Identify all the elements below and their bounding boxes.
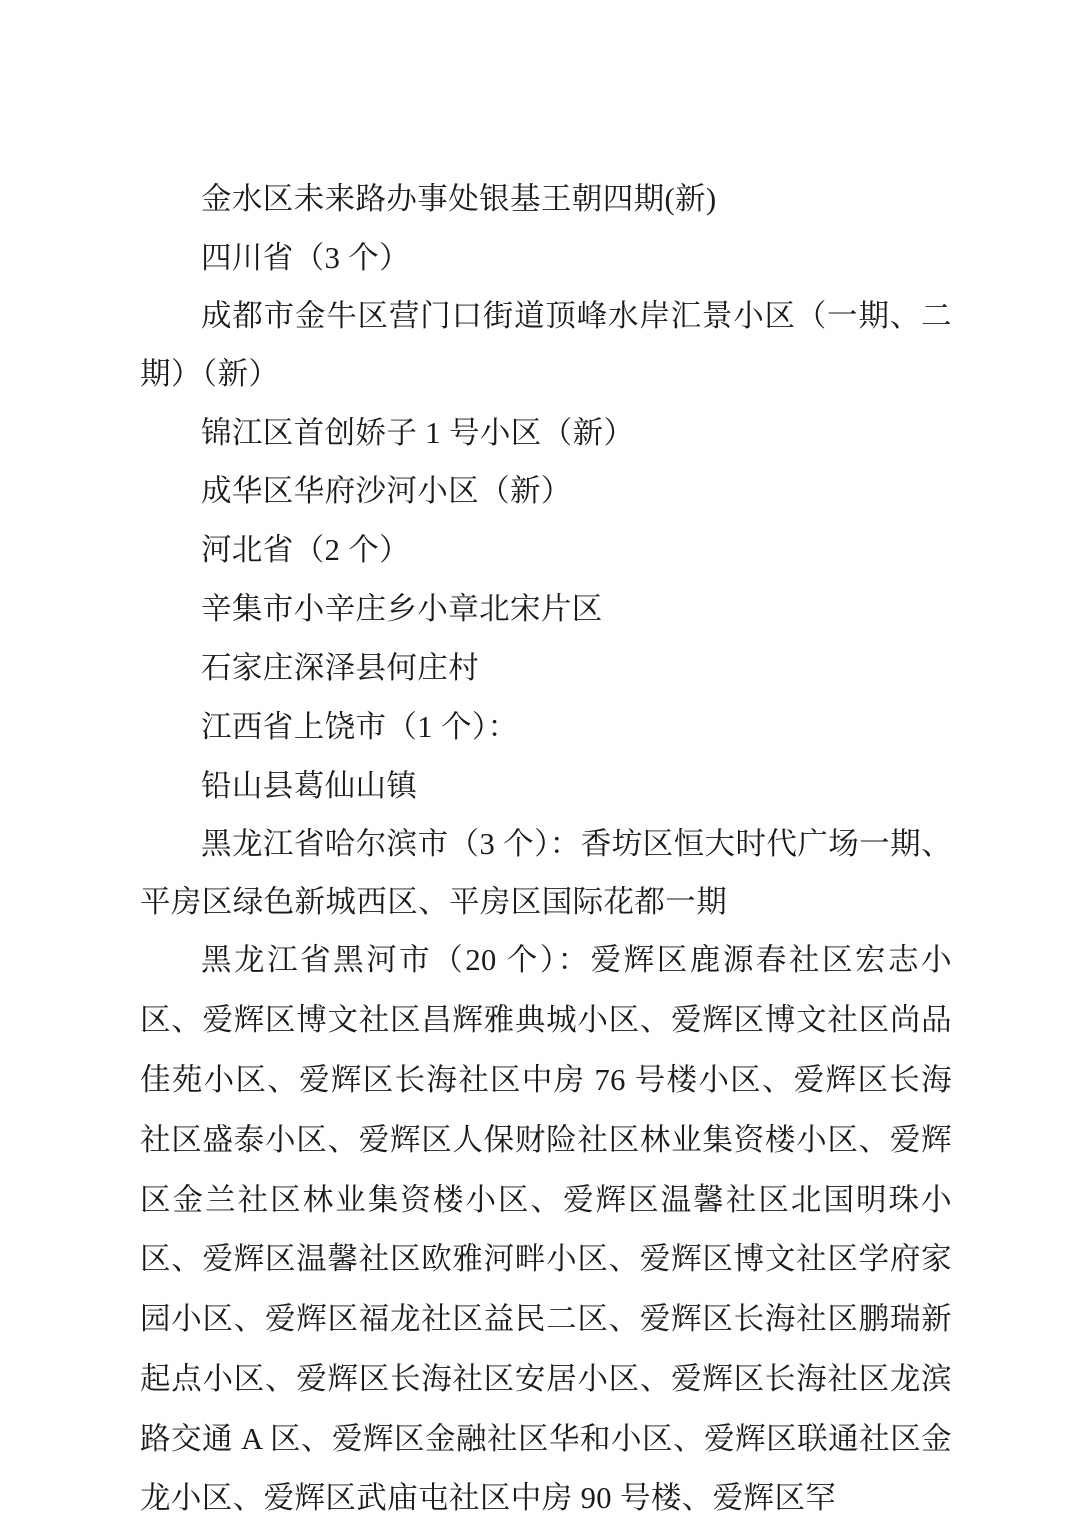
paragraph-city-list: 黑龙江省黑河市（20 个）：爱辉区鹿源春社区宏志小区、爱辉区博文社区昌辉雅典城小区、爱辉区博文社区尚品佳苑小区、爱辉区长海社区中房 76 号楼小区、爱辉区长海社区盛泰小区、爱辉区人保财险社区林业集资楼小区、爱辉区金兰社区林业集资楼小区、爱辉区温馨社区北国明珠小区、爱辉区温馨社区欧雅河畔小区、爱辉区博文社区学府家园小区、爱辉区福龙社区益民二区、爱辉区长海社区鹏瑞新起点小区、爱辉区长海社区安居小区、爱辉区长海社区龙滨路交通 A 区、爱辉区金融社区华和小区、爱辉区联通社区金龙小区、爱辉区武庙屯社区中房 90 号楼、爱辉区罕 xyxy=(140,943,952,1516)
paragraph-region-entry: 成都市金牛区营门口街道顶峰水岸汇景小区（一期、二期）（新） xyxy=(140,298,952,391)
paragraph-province-heading: 河北省（2 个） xyxy=(201,533,411,568)
paragraph-province-heading: 江西省上饶市（1 个）： xyxy=(201,709,519,744)
document-body xyxy=(140,170,952,1529)
paragraph-region-entry: 石家庄深泽县何庄村 xyxy=(201,651,480,686)
paragraph-region-entry: 铅山县葛仙山镇 xyxy=(201,768,418,803)
paragraph-region-entry: 成华区华府沙河小区（新） xyxy=(201,474,572,509)
paragraph-region-entry: 锦江区首创娇子 1 号小区（新） xyxy=(201,415,635,450)
paragraph-city-list: 黑龙江省哈尔滨市（3 个）：香坊区恒大时代广场一期、平房区绿色新城西区、平房区国际花都一期 xyxy=(140,826,952,919)
paragraph-province-heading: 四川省（3 个） xyxy=(201,240,411,275)
paragraph-region-entry: 金水区未来路办事处银基王朝四期(新) xyxy=(201,182,717,216)
paragraph-region-entry: 辛集市小辛庄乡小章北宋片区 xyxy=(201,592,603,627)
